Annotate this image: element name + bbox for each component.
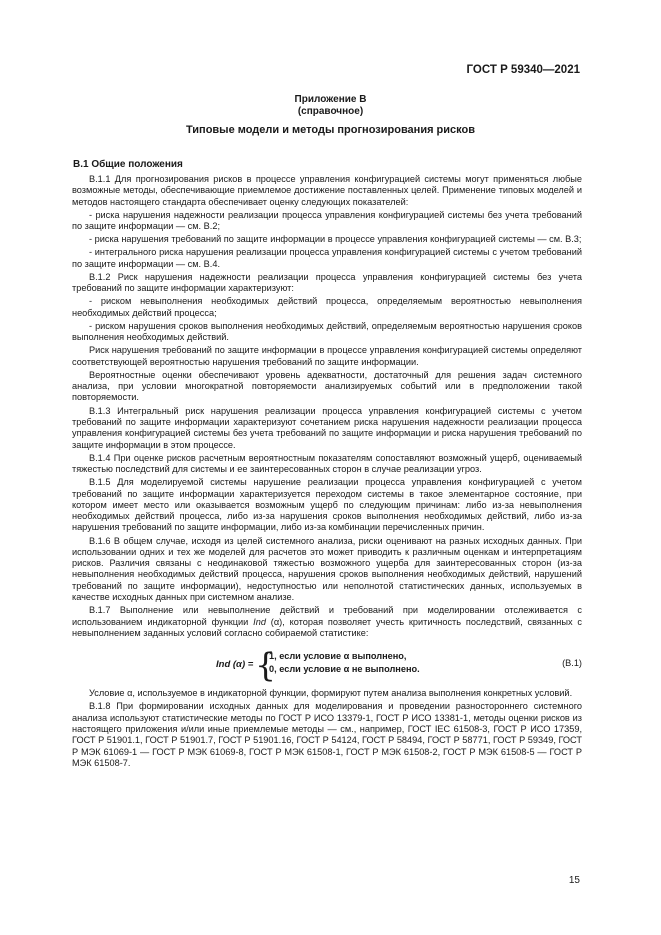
paragraph: В.1.5 Для моделируемой системы нарушение реализации процесса управления конфигурацией с учетом требований по защите информации характеризуется переходом системы в такое элементарное состояние, при котором имеет место или оказывается возможным ущерб по следующим причинам: либо из-за невыполнения необходимых действий процесса, либо из-за нарушения сроков выполнения необходимых действий, либо из-за нарушения требований по защите информации, либо из-за комбинации перечисленных причин.	[72, 477, 582, 533]
list-item: - риска нарушения требований по защите информации в процессе управления конфигурацией системы — см. В.3;	[89, 234, 582, 245]
appendix-subtitle: (справочное)	[297, 106, 364, 117]
paragraph: Вероятностные оценки обеспечивают уровень адекватности, достаточный для решения задач системного анализа, при условии многократной повторяемости анализируемых событий или в предположении такой повторяемости.	[72, 369, 582, 403]
section-heading: В.1 Общие положения	[73, 159, 183, 170]
paragraph	[72, 605, 582, 639]
paragraph: В.1.3 Интегральный риск нарушения реализации процесса управления конфигурацией системы с учетом требований по защите информации характеризуют сочетанием риска нарушения надежности реализации процесса управления конфигурацией системы без учета требований по защите информации и риска нарушения требований по защите информации в этом процессе.	[72, 405, 582, 450]
function-name: Ind	[253, 616, 266, 627]
paragraph: В.1.8 При формировании исходных данных для моделирования и проведении разностороннего системного анализа используют статистические методы по ГОСТ Р ИСО 13379-1, ГОСТ Р ИСО 13381-1, методы оценки рисков из настоящего приложения и/или иные приемлемые методы — см., например, ГОСТ IEC 61508-3, ГОСТ Р ИСО 17359, ГОСТ Р 51901.1, ГОСТ Р 51901.7, ГОСТ Р 51901.16, ГОСТ Р 54124, ГОСТ Р 58494, ГОСТ Р 58771, ГОСТ Р 59349, ГОСТ Р МЭК 61069-1 — ГОСТ Р МЭК 61069-8, ГОСТ Р МЭК 61508-1, ГОСТ Р МЭК 61508-2, ГОСТ Р МЭК 61508-5 — ГОСТ Р МЭК 61508-7.	[72, 701, 582, 768]
formula-lhs: Ind (α) =	[216, 659, 254, 671]
list-item: - интегрального риска нарушения реализации процесса управления конфигурацией системы с учетом требований по защите информации — см. В.4.	[72, 247, 582, 269]
body-text	[72, 174, 582, 771]
list-item: - риском невыполнения необходимых действий процесса, определяемым вероятностью невыполнения необходимых действий процесса;	[72, 296, 582, 318]
paragraph: В.1.4 При оценке рисков расчетным вероятностным показателям сопоставляют возможный ущерб, оцениваемый тяжестью последствий для системы и ее заинтересованных сторон в случае реализации угроз.	[72, 452, 582, 475]
paragraph: Риск нарушения требований по защите информации в процессе управления конфигурацией системы определяют соответствующей вероятностью нарушения требований по защите информации.	[72, 345, 582, 367]
paragraph: В.1.2 Риск нарушения надежности реализации процесса управления конфигурацией системы без учета требований по защите информации характеризуют:	[72, 271, 582, 294]
paragraph-text: , которая позволяет учесть критичность последствий, связанных с невыполнением заданных условий согласно собираемой статистике:	[72, 616, 582, 638]
formula-b1	[72, 645, 582, 685]
formula-case-1: 1, если условие α выполнено,	[269, 651, 407, 662]
standard-designation: ГОСТ Р 59340—2021	[466, 64, 580, 76]
paragraph: Условие α, используемое в индикаторной функции, формируют путем анализа выполнения конкретных условий.	[89, 688, 573, 699]
function-arg: (α)	[270, 616, 283, 627]
paragraph: В.1.1 Для прогнозирования рисков в процессе управления конфигурацией системы могут применяться любые возможные методы, обеспечивающие приемлемое достижение поставленных целей. Применение типовых моделей и методов настоящего стандарта обеспечивает оценку следующих показателей:	[72, 174, 582, 207]
list-item: - риском нарушения сроков выполнения необходимых действий, определяемым вероятностью нарушения сроков выполнения необходимых действий.	[72, 320, 582, 343]
page-number: 15	[568, 875, 580, 886]
document-title: Типовые модели и методы прогнозирования рисков	[185, 124, 475, 136]
brace-symbol: {	[255, 645, 276, 685]
list-item: - риска нарушения надежности реализации процесса управления конфигурацией системы без учета требований по защите информации — см. В.2;	[72, 209, 582, 232]
paragraph-text: В.1.7 Выполнение или невыполнение действий и требований при моделировании отслеживается с использованием индикаторной функции	[72, 605, 582, 627]
appendix-title: Приложение В	[294, 94, 367, 105]
paragraph: В.1.6 В общем случае, исходя из целей системного анализа, риски оценивают на разных исходных данных. При использовании одних и тех же моделей для расчетов это может приводить к различным оценкам и интерпретациям рисков. Различия связаны с неодинаковой тяжестью возможного ущерба для заинтересованных сторон (из-за невыполнения необходимых действий процесса, нарушения сроков выполнения необходимых действий, нарушений требований по защите информации), недоступностью или неполнотой статистических данных, используемых в качестве исходных данных при системном анализе.	[72, 535, 582, 603]
formula-number: (В.1)	[562, 658, 582, 669]
formula-case-2: 0, если условие α не выполнено.	[269, 664, 420, 675]
